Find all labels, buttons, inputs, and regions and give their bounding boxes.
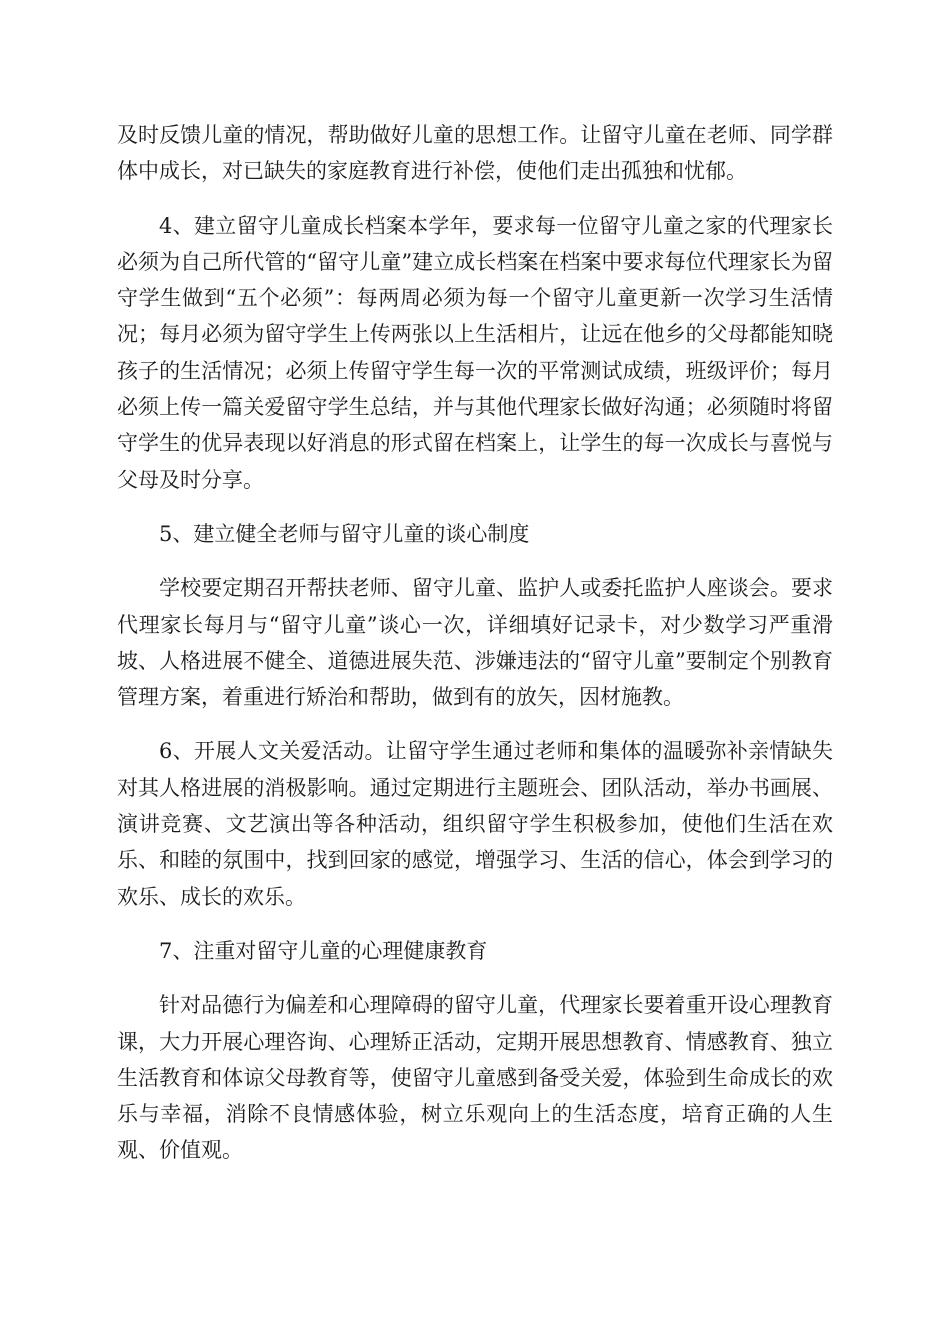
paragraph-mental-health: 针对品德行为偏差和心理障碍的留守儿童，代理家长要着重开设心理教育课，大力开展心理咨询、心理矫正活动，定期开展思想教育、情感教育、独立生活教育和体谅父母教育等，使留守儿童感到备受关爱，体验到生命成长的欢乐与幸福，消除不良情感体验，树立乐观向上的生活态度，培育正确的人生观、价值观。 bbox=[117, 993, 833, 1163]
paragraph-care-activities: 6、开展人文关爱活动。让留守学生通过老师和集体的温暖弥补亲情缺失对其人格进展的消极影响。通过定期进行主题班会、团队活动，举办书画展、演讲竞赛、文艺演出等各种活动，组织留守学生积极参加，使他们生活在欢乐、和睦的氛围中，找到回家的感觉，增强学习、生活的信心，体会到学习的欢乐、成长的欢乐。 bbox=[117, 739, 833, 909]
section-heading-mental-health: 7、注重对留守儿童的心理健康教育 bbox=[159, 938, 488, 963]
section-heading-heart-to-heart: 5、建立健全老师与留守儿童的谈心制度 bbox=[159, 521, 530, 546]
paragraph-growth-archive: 4、建立留守儿童成长档案本学年，要求每一位留守儿童之家的代理家长必须为自己所代管的“留守儿童”建立成长档案在档案中要求每位代理家长为留守学生做到“五个必须”：每两周必须为每一个留守儿童更新一次学习生活情况；每月必须为留守学生上传两张以上生活相片，让远在他乡的父母都能知晓孩子的生活情况；必须上传留守学生每一次的平常测试成绩，班级评价；每月必须上传一篇关爱留守学生总结，并与其他代理家长做好沟通；必须随时将留守学生的优异表现以好消息的形式留在档案上，让学生的每一次成长与喜悦与父母及时分享。 bbox=[117, 213, 833, 492]
paragraph-heart-to-heart: 学校要定期召开帮扶老师、留守儿童、监护人或委托监护人座谈会。要求代理家长每月与“留守儿童”谈心一次，详细填好记录卡，对少数学习严重滑坡、人格进展不健全、道德进展失范、涉嫌违法的“留守儿童”要制定个别教育管理方案，着重进行矫治和帮助，做到有的放矢，因材施教。 bbox=[117, 576, 833, 710]
document-page bbox=[117, 117, 833, 1187]
paragraph-continuation: 及时反馈儿童的情况，帮助做好儿童的思想工作。让留守儿童在老师、同学群体中成长，对已缺失的家庭教育进行补偿，使他们走出孤独和忧郁。 bbox=[117, 123, 833, 184]
